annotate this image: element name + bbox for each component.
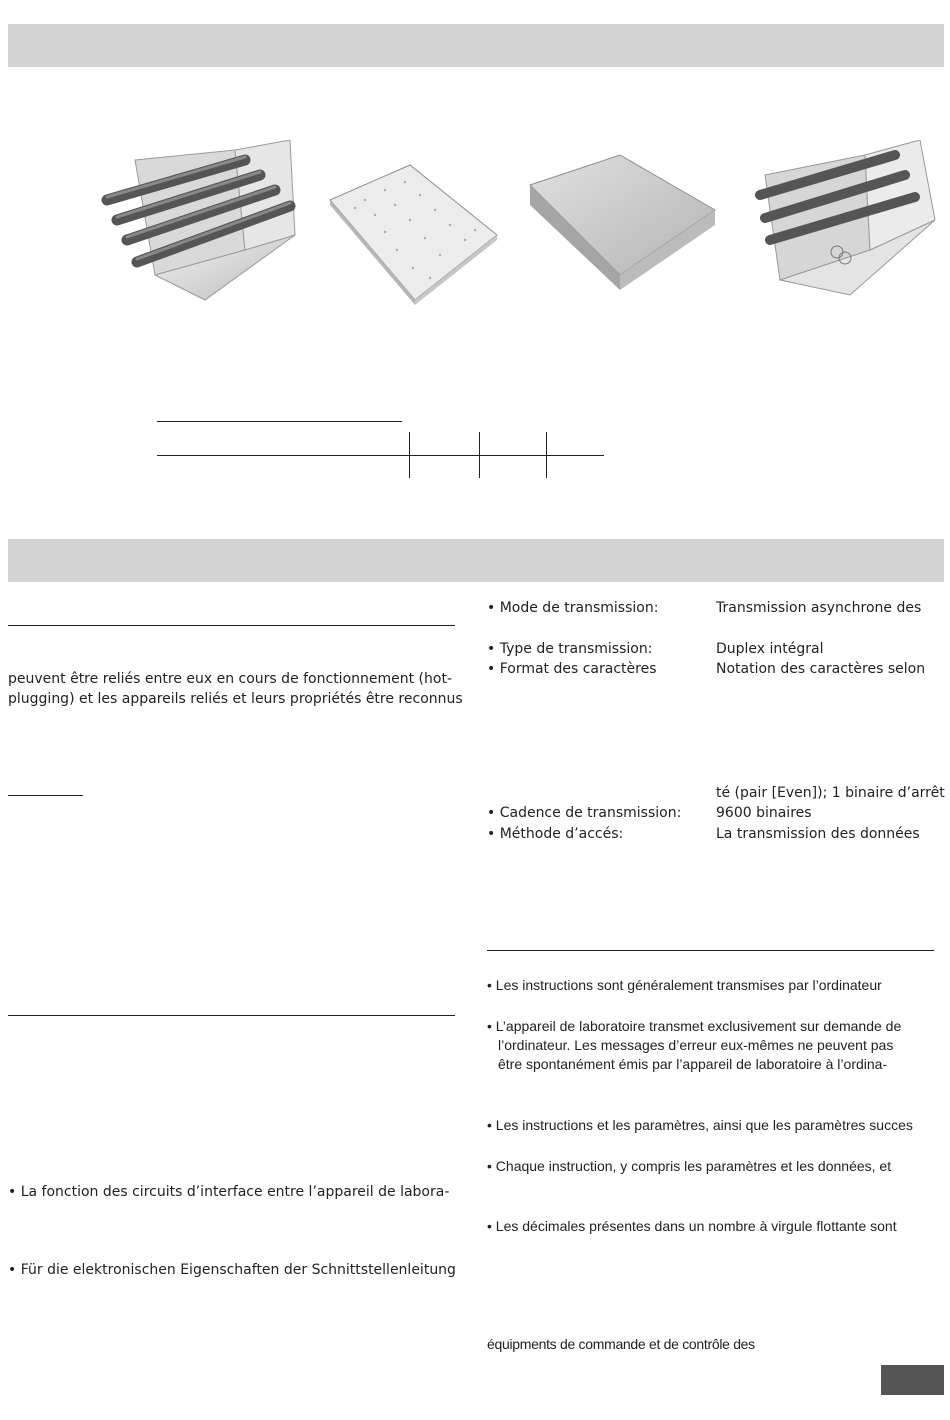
left-paragraph-line-2: plugging) et les appareils reliés et leurs propriétés être reconnus xyxy=(8,691,463,707)
spec-value-access-method: La transmission des données xyxy=(716,826,920,842)
spec-label-transmission-mode: • Mode de transmission: xyxy=(487,600,659,616)
flat-mat-photo xyxy=(520,150,720,295)
table-divider-1 xyxy=(409,432,410,478)
right-footer-text: équipments de commande et de contrôle des xyxy=(487,1336,755,1352)
spec-value-transmission-mode: Transmission asynchrone des xyxy=(716,600,922,616)
left-bullet-interface-function: • La fonction des circuits d’interface entre l’appareil de labora- xyxy=(8,1184,450,1200)
roller-attachment-photo xyxy=(95,140,305,315)
table-divider-2 xyxy=(479,432,480,478)
spec-label-baud-rate: • Cadence de transmission: xyxy=(487,805,682,821)
left-bullet-electronic-properties: • Für die elektronischen Eigenschaften der Schnittstellenleitung xyxy=(8,1262,456,1278)
page-number-box xyxy=(881,1365,944,1395)
left-paragraph-line-1: peuvent être reliés entre eux en cours de fonctionnement (hot- xyxy=(8,671,453,687)
left-rule-short xyxy=(8,795,83,796)
spec-label-character-format: • Format des caractères xyxy=(487,661,657,677)
spec-value-parity-stop-bit: té (pair [Even]); 1 binaire d’arrêt xyxy=(716,785,945,801)
spec-value-transmission-type: Duplex intégral xyxy=(716,641,824,657)
left-rule-1 xyxy=(8,625,455,626)
table-rule-middle xyxy=(157,455,604,456)
table-rule-top xyxy=(157,421,402,422)
spec-value-baud-rate: 9600 binaires xyxy=(716,805,812,821)
spec-label-transmission-type: • Type de transmission: xyxy=(487,641,653,657)
right-bullet-device-transmits-line-3: être spontanément émis par l’appareil de laboratoire à l’ordina- xyxy=(498,1056,888,1072)
right-bullet-each-instruction: • Chaque instruction, y compris les paramètres et les données, et xyxy=(487,1158,892,1174)
table-divider-3 xyxy=(546,432,547,478)
section-header-bar-top xyxy=(8,24,944,67)
right-bullet-device-transmits: • L’appareil de laboratoire transmet exclusivement sur demande de xyxy=(487,1018,902,1034)
tube-rack-photo xyxy=(745,140,945,300)
spec-value-character-format: Notation des caractères selon xyxy=(716,661,926,677)
spec-label-access-method: • Méthode d’accés: xyxy=(487,826,624,842)
right-bullet-decimals: • Les décimales présentes dans un nombre à virgule flottante sont xyxy=(487,1218,897,1234)
right-bullet-instructions-sent: • Les instructions sont généralement transmises par l’ordinateur xyxy=(487,977,882,993)
right-bullet-instructions-parameters: • Les instructions et les paramètres, ainsi que les paramètres succes xyxy=(487,1117,913,1133)
right-rule xyxy=(487,950,934,951)
section-header-bar-middle xyxy=(8,539,944,582)
right-bullet-device-transmits-line-2: l’ordinateur. Les messages d’erreur eux-mêmes ne peuvent pas xyxy=(498,1037,894,1053)
left-rule-2 xyxy=(8,1015,455,1016)
perforated-plate-photo xyxy=(325,160,500,305)
